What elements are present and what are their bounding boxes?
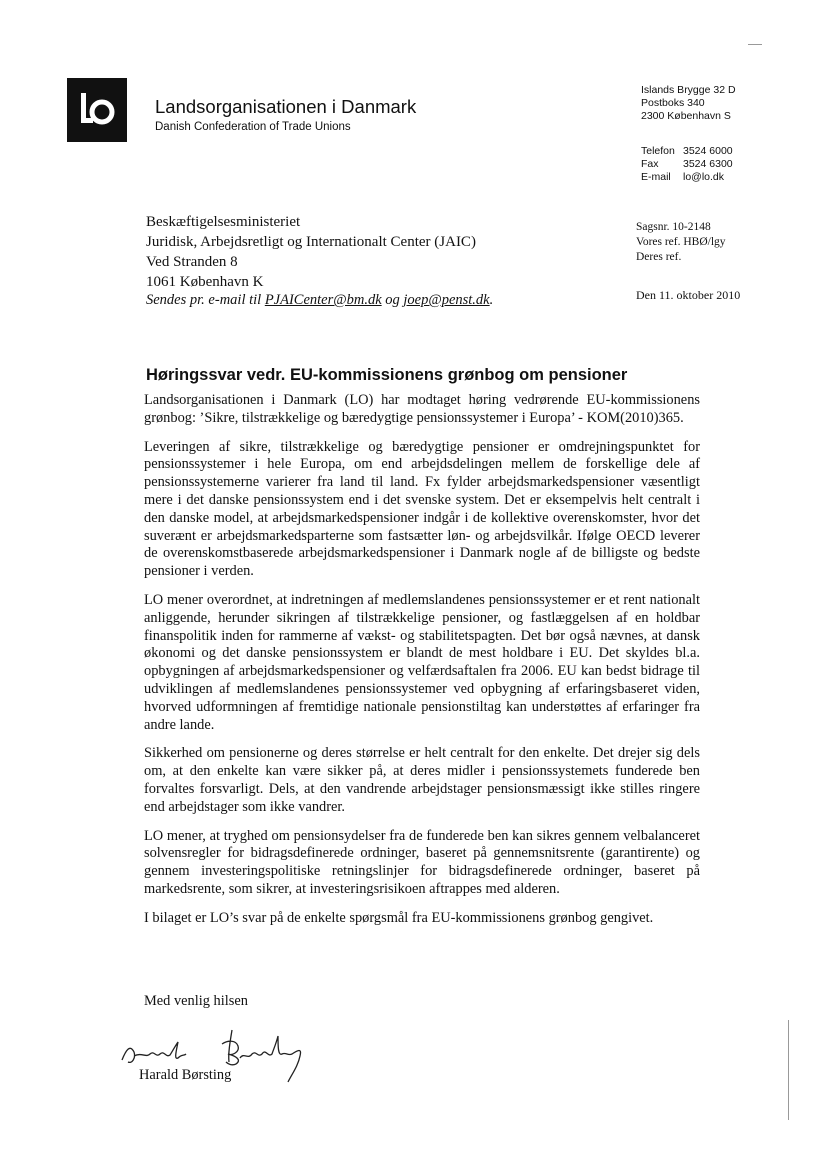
lo-logo — [67, 78, 127, 142]
your-reference: Deres ref. — [636, 251, 682, 263]
sendes-middle: og — [381, 292, 404, 308]
address-line: Islands Brygge 32 D — [641, 84, 736, 96]
contact-value: 3524 6000 — [683, 145, 733, 157]
contact-block — [641, 145, 733, 184]
body-paragraph: Sikkerhed om pensionerne og deres størrelse er helt centralt for den enkelte. Det drejer sig dels om, at den enkelte kan være sikker på, at deres midler i pensionssystemets funderede ben forvaltes forsvarligt. Dels, at den vandrende arbejdstager pensionsmæssigt ikke stilles ringere end arbejdstager som ikke vandrer. — [144, 745, 700, 815]
signer-name: Harald Børsting — [139, 1067, 232, 1083]
sendes-suffix: . — [489, 292, 494, 308]
our-reference: Vores ref. HBØ/lgy — [636, 236, 726, 248]
recipient-line: 1061 København K — [146, 274, 264, 290]
contact-label: Fax — [641, 158, 659, 170]
org-subtitle: Danish Confederation of Trade Unions — [155, 121, 351, 133]
body-paragraph: LO mener, at tryghed om pensionsydelser fra de funderede ben kan sikres gennem velbalanceret solvensregler for bidragsdefinerede ordninger, baseret på gennemsnitsrente (garantirente) og gennem investeringspolitiske retningslinjer for bidragsdefinerede ordninger, baseret på markedsrente, som sikrer, at investeringsrisikoen aftrappes med alderen. — [144, 827, 700, 897]
email-link-1[interactable]: PJAICenter@bm.dk — [264, 292, 382, 308]
address-line: 2300 København S — [641, 110, 731, 122]
contact-fax — [641, 158, 733, 171]
send-via-email-note — [146, 292, 493, 309]
recipient-line: Ved Stranden 8 — [146, 254, 238, 270]
body-paragraph: Landsorganisationen i Danmark (LO) har modtaget høring vedrørende EU-kommissionens grønbog: ’Sikre, tilstrækkelige og bæredygtige pensionssystemer i Europa’ - KOM(2010)365. — [144, 392, 700, 426]
contact-label: Telefon — [641, 145, 675, 157]
body-paragraph: I bilaget er LO’s svar på de enkelte spørgsmål fra EU-kommissionens grønbog gengivet. — [144, 909, 654, 926]
letter-body — [144, 392, 700, 939]
contact-phone — [641, 145, 733, 158]
org-name: Landsorganisationen i Danmark — [155, 96, 417, 117]
closing-salutation: Med venlig hilsen — [144, 993, 248, 1009]
body-paragraph: Leveringen af sikre, tilstrækkelige og bæredygtige pensioner er omdrejningspunktet for pensionssystemer i hele Europa, om end arbejdsdelingen mellem de forskellige dele af pensionssystemerne varierer fra land til land. Fx fylder arbejdsmarkedspensioner væsentligt mere i det danske pensionssystem end i det svenske system. Det er eksempelvis helt centralt i den danske model, at arbejdsmarkedspensioner indgår i de kollektive overenskomster, hvor det suverænt er arbejdsmarkedsparterne som fastsætter løn- og arbejdsvilkår. Ifølge OECD leverer de overenskomstbaserede arbejdsmarkedspensioner i Danmark nogle af de billigste og bedste pensioner i verden. — [144, 438, 700, 580]
case-number: Sagsnr. 10-2148 — [636, 221, 711, 233]
address-line: Postboks 340 — [641, 97, 705, 109]
reference-block — [636, 220, 726, 265]
contact-value: 3524 6300 — [683, 158, 733, 170]
contact-value: lo@lo.dk — [683, 171, 725, 183]
letter-date: Den 11. oktober 2010 — [636, 288, 741, 302]
contact-label: E-mail — [641, 171, 671, 183]
lo-logo-mark — [70, 83, 124, 137]
sendes-prefix: Sendes pr. e-mail til — [146, 292, 265, 308]
recipient-address — [146, 212, 476, 292]
recipient-line: Beskæftigelsesministeriet — [146, 214, 301, 230]
recipient-line: Juridisk, Arbejdsretligt og Internationalt Center (JAIC) — [146, 234, 476, 250]
body-paragraph: LO mener overordnet, at indretningen af medlemslandenes pensionssystemer er et rent nationalt anliggende, herunder sikringen af tilstrækkelige pensioner, og fastlæggelsen af en holdbar finanspolitik inden for rammerne af vækst- og stabilitetspagten. Det bør også nævnes, at dansk økonomi og det danske pensionssystem er blandt de mest holdbare i EU. Det skyldes bl.a. opbygningen af arbejdsmarkedspensioner og velfærdsaftalen fra 2006. EU kan bedst bidrage til udviklingen af medlemslandenes pensionssystemer ved opbygning af erfaringsbaseret viden, hvorved udformningen af fremtidige nationale pensionstiltag kan understøttes af erfaringer fra andre lande. — [144, 591, 700, 733]
contact-email — [641, 171, 733, 184]
email-link-2[interactable]: joep@penst.dk — [403, 292, 490, 308]
scan-artifact-line — [788, 1020, 789, 1120]
letter-heading: Høringssvar vedr. EU-kommissionens grønbog om pensioner — [146, 366, 628, 384]
sender-address — [641, 84, 736, 123]
scan-artifact-mark — [748, 44, 762, 45]
